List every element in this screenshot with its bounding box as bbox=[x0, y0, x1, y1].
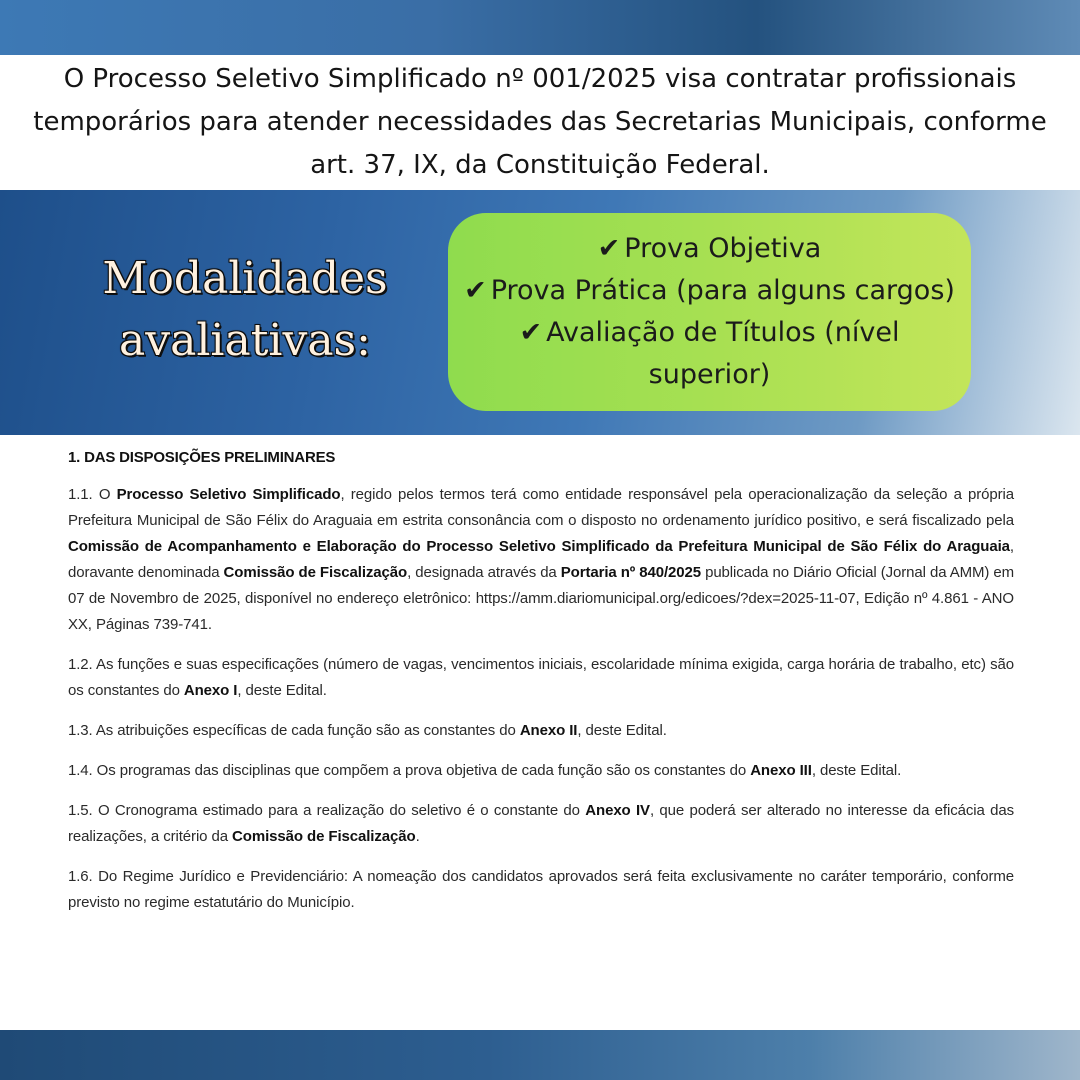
edital-excerpt bbox=[0, 435, 1080, 1030]
modalidades-title-line2: avaliativas: bbox=[119, 315, 371, 366]
modalidade-item-label: Prova Prática (para alguns cargos) bbox=[490, 275, 955, 306]
intro-banner bbox=[0, 55, 1080, 190]
text-run: 1.4. Os programas das disciplinas que compõem a prova objetiva de cada função são os constantes do bbox=[68, 762, 751, 779]
text-run: publicada no Diário Oficial (Jornal da AMM) em 07 de Novembro de 2025, disponível no endereço eletrônico: https://amm.diariomunicipal.org/edicoes/?dex=2025-11-07, Edição nº 4.861 - ANO XX, Páginas 739-741. bbox=[68, 564, 1014, 633]
modalidade-item bbox=[448, 228, 971, 270]
text-run: 1.2. As funções e suas especificações (número de vagas, vencimentos iniciais, escolaridade mínima exigida, carga horária de trabalho, etc) são os constantes do bbox=[68, 656, 1014, 699]
paragraph-1-4 bbox=[68, 758, 1014, 784]
bold-run: Comissão de Acompanhamento e Elaboração do Processo Seletivo Simplificado da Prefeitura Municipal de São Félix do Araguaia bbox=[68, 538, 1010, 555]
bold-run: Portaria nº 840/2025 bbox=[560, 564, 701, 581]
text-run: , doravante denominada bbox=[68, 538, 1014, 581]
text-run: 1.5. O Cronograma estimado para a realização do seletivo é o constante do bbox=[68, 802, 586, 819]
paragraph-1-2 bbox=[68, 652, 1014, 704]
section-heading: 1. DAS DISPOSIÇÕES PRELIMINARES bbox=[68, 449, 336, 466]
paragraph-1-6 bbox=[68, 864, 1014, 916]
modalidades-list-box bbox=[448, 213, 971, 411]
bold-run: Anexo II bbox=[519, 722, 578, 739]
modalidade-item bbox=[448, 312, 971, 396]
check-icon: ✔ bbox=[519, 317, 543, 348]
paragraph-1-1 bbox=[68, 482, 1014, 638]
modalidades-title-line1: Modalidades bbox=[102, 253, 388, 304]
paragraph-1-5 bbox=[68, 798, 1014, 850]
modalidade-item bbox=[448, 270, 971, 312]
text-run: , regido pelos termos terá como entidade responsável pela operacionalização da seleção a própria Prefeitura Municipal de São Félix do Araguaia em estrita consonância com o disposto no ordenamento jurídico positivo, e será fiscalizado pela bbox=[68, 486, 1014, 529]
text-run: , designada através da bbox=[407, 564, 561, 581]
text-run: . bbox=[415, 828, 420, 845]
text-run: , deste Edital. bbox=[577, 722, 667, 739]
bold-run: Comissão de Fiscalização bbox=[223, 564, 408, 581]
top-decorative-band bbox=[0, 0, 1080, 55]
text-run: 1.1. O bbox=[68, 486, 117, 503]
text-run: , deste Edital. bbox=[811, 762, 902, 779]
modalidade-item-label: Prova Objetiva bbox=[624, 233, 822, 264]
bold-run: Anexo IV bbox=[585, 802, 650, 819]
text-run: , deste Edital. bbox=[237, 682, 327, 699]
paragraph-1-3 bbox=[68, 718, 1014, 744]
bold-run: Comissão de Fiscalização bbox=[232, 828, 416, 845]
bottom-decorative-band bbox=[0, 1030, 1080, 1080]
text-run: , que poderá ser alterado no interesse da eficácia das realizações, a critério da bbox=[68, 802, 1014, 845]
intro-text: O Processo Seletivo Simplificado nº 001/2025 visa contratar profissionais temporários para atender necessidades das Secretarias Municipais, conforme art. 37, IX, da Constituição Federal. bbox=[33, 64, 1047, 180]
text-run: 1.3. As atribuições específicas de cada função são as constantes do bbox=[68, 722, 520, 739]
bold-run: Anexo III bbox=[750, 762, 812, 779]
text-run: 1.6. Do Regime Jurídico e Previdenciário: A nomeação dos candidatos aprovados será feita exclusivamente no caráter temporário, conforme previsto no regime estatutário do Município. bbox=[68, 868, 1014, 911]
check-icon: ✔ bbox=[464, 275, 487, 306]
modalidades-title bbox=[70, 248, 420, 372]
bold-run: Processo Seletivo Simplificado bbox=[116, 486, 341, 503]
modalidade-item-label: Avaliação de Títulos (nível superior) bbox=[546, 317, 900, 390]
check-icon: ✔ bbox=[597, 233, 621, 264]
bold-run: Anexo I bbox=[183, 682, 238, 699]
